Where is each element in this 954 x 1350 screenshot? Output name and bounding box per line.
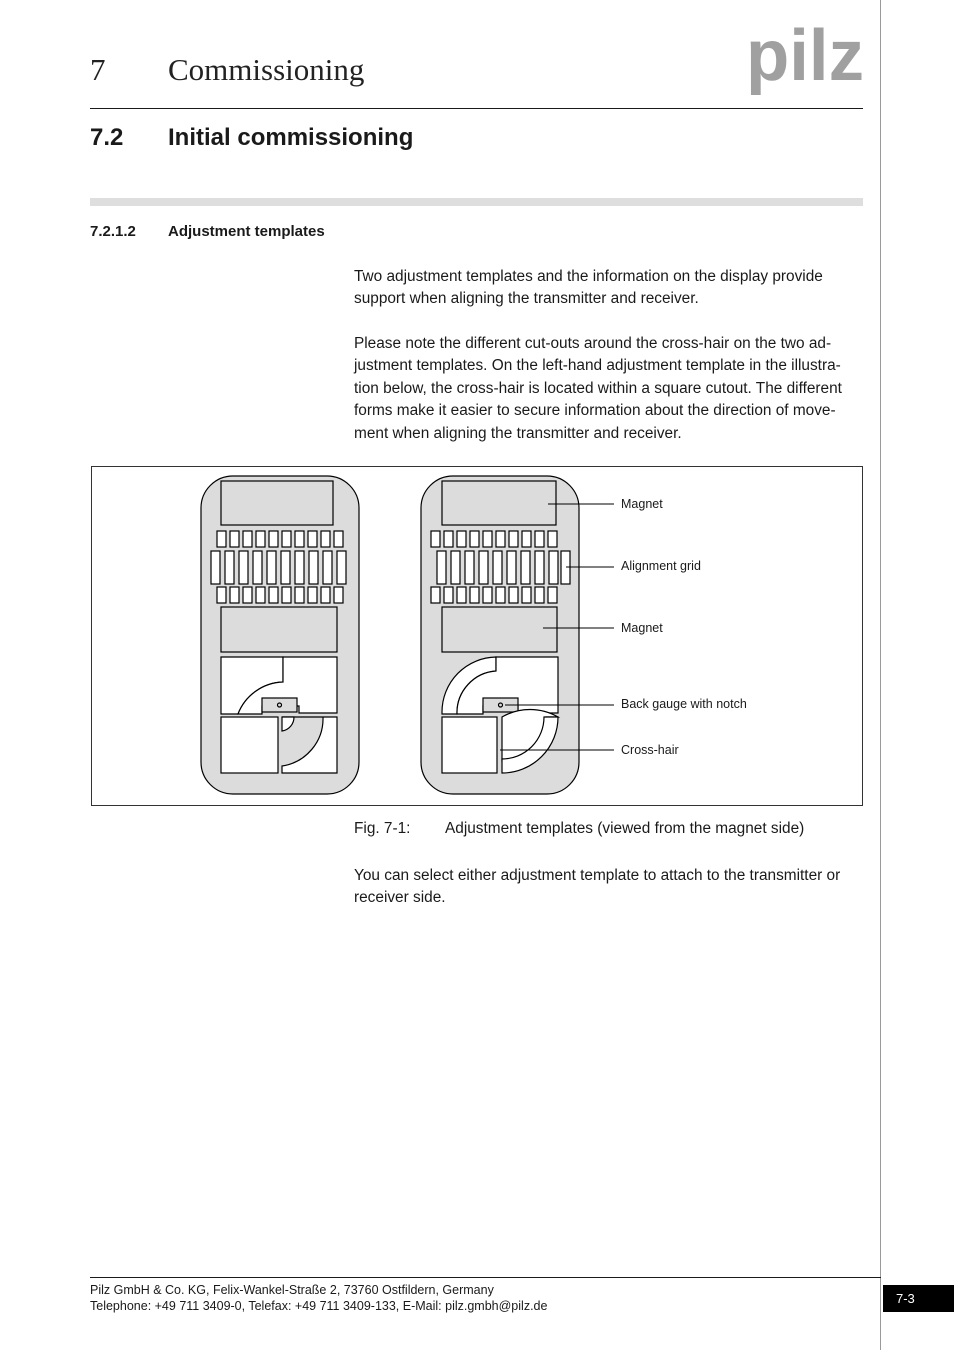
footer-rule xyxy=(90,1277,881,1278)
section-divider-band xyxy=(90,198,863,206)
text-line: receiver side. xyxy=(354,889,446,907)
chapter-number: 7 xyxy=(90,52,106,87)
left-template xyxy=(201,476,359,794)
right-margin-rule xyxy=(880,0,881,1350)
header-rule xyxy=(90,108,863,109)
label-alignment-grid: Alignment grid xyxy=(621,559,701,573)
text-line: support when aligning the transmitter and receiver. xyxy=(354,290,699,308)
subsection-title: Adjustment templates xyxy=(168,223,325,240)
section-number: 7.2 xyxy=(90,124,124,151)
right-template xyxy=(421,476,579,794)
text-line: Please note the different cut-outs around the cross-hair on the two ad- xyxy=(354,335,832,352)
text-line: justment templates. On the left-hand adjustment template in the illustra- xyxy=(354,357,841,375)
right-alignment-grid xyxy=(431,531,570,603)
figure-caption-text: Adjustment templates (viewed from the magnet side) xyxy=(445,820,805,837)
section-title: Initial commissioning xyxy=(168,124,414,151)
paragraph-cutouts xyxy=(354,333,866,445)
subsection-number: 7.2.1.2 xyxy=(90,223,136,240)
label-magnet-top: Magnet xyxy=(621,497,663,511)
footer-contact: Telephone: +49 711 3409-0, Telefax: +49 711 3409-133, E-Mail: pilz.gmbh@pilz.de xyxy=(90,1299,548,1313)
page-number-badge: 7-3 xyxy=(883,1285,954,1312)
chapter-title: Commissioning xyxy=(168,52,365,87)
logo-text: pilz xyxy=(746,22,864,96)
pilz-logo xyxy=(746,22,866,98)
adjustment-templates-illustration xyxy=(91,466,863,806)
paragraph-intro xyxy=(354,266,866,311)
text-line: Two adjustment templates and the information on the display provide xyxy=(354,268,823,285)
text-line: ment when aligning the transmitter and receiver. xyxy=(354,424,682,442)
text-line: tion below, the cross-hair is located within a square cutout. The different xyxy=(354,379,842,397)
text-line: forms make it easier to secure information about the direction of move- xyxy=(354,402,836,420)
footer-address: Pilz GmbH & Co. KG, Felix-Wankel-Straße 2, 73760 Ostfildern, Germany xyxy=(90,1283,494,1297)
label-back-gauge: Back gauge with notch xyxy=(621,697,747,711)
label-magnet-bottom: Magnet xyxy=(621,621,663,635)
figure-caption-number: Fig. 7-1: xyxy=(354,820,411,837)
text-line: You can select either adjustment template to attach to the transmitter or xyxy=(354,867,841,884)
label-cross-hair: Cross-hair xyxy=(621,743,679,757)
paragraph-select xyxy=(354,865,866,910)
